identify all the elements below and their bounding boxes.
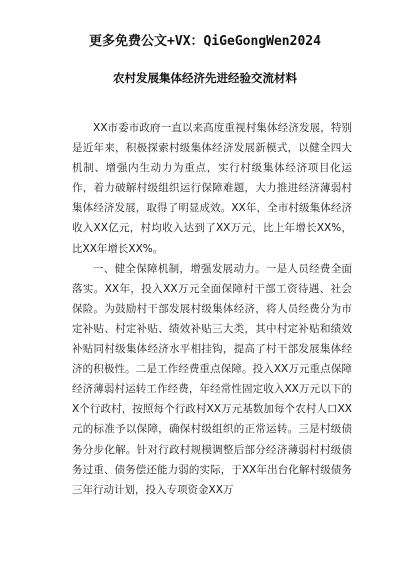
document-title: 农村发展集体经济先进经验交流材料 <box>113 71 297 85</box>
paragraph-section-one: 一、健全保障机制，增强发展动力。一是人员经费全面落实。XX年，投入XX万元全面保障村干部工资待遇、社会保险。为鼓励村干部发展村级集体经济，将人员经费分为市定补贴、村定补贴、绩效补贴三大类，其中村定补贴和绩效补贴同村级集体经济水平相挂钩，提高了村干部发展集体经济的积极性。二是工作经费重点保障。投入XX万元重点保障经济薄弱村运转工作经费，年经常性固定收入XX万元以下的X个行政村，按照每个行政村XX万元基数加每个农村人口XX元的标准予以保障，确保村级组织的正常运转。三是村级债务分步化解。针对行政村规模调整后部分经济薄弱村村级债务过重、债务偿还能力弱的实际，于XX年出台化解村级债务三年行动计划，投入专项资金XX万 <box>72 262 352 496</box>
watermark-header: 更多免费公文+VX：QiGeGongWen2024 <box>89 34 321 49</box>
paragraph-intro: XX市委市政府一直以来高度重视村集体经济发展，特别是近年来，积极探索村级集体经济发展新模式，以健全四大机制、增强内生动力为重点，实行村级集体经济项目化运作，着力破解村级组织运行保障难题，大力推进经济薄弱村集体经济发展，取得了明显成效。XX年，全市村级集体经济收入XX亿元，村均收入达到了XX万元，比上年增长XX%，比XX年增长XX%。 <box>72 122 352 255</box>
document-body <box>72 118 352 500</box>
